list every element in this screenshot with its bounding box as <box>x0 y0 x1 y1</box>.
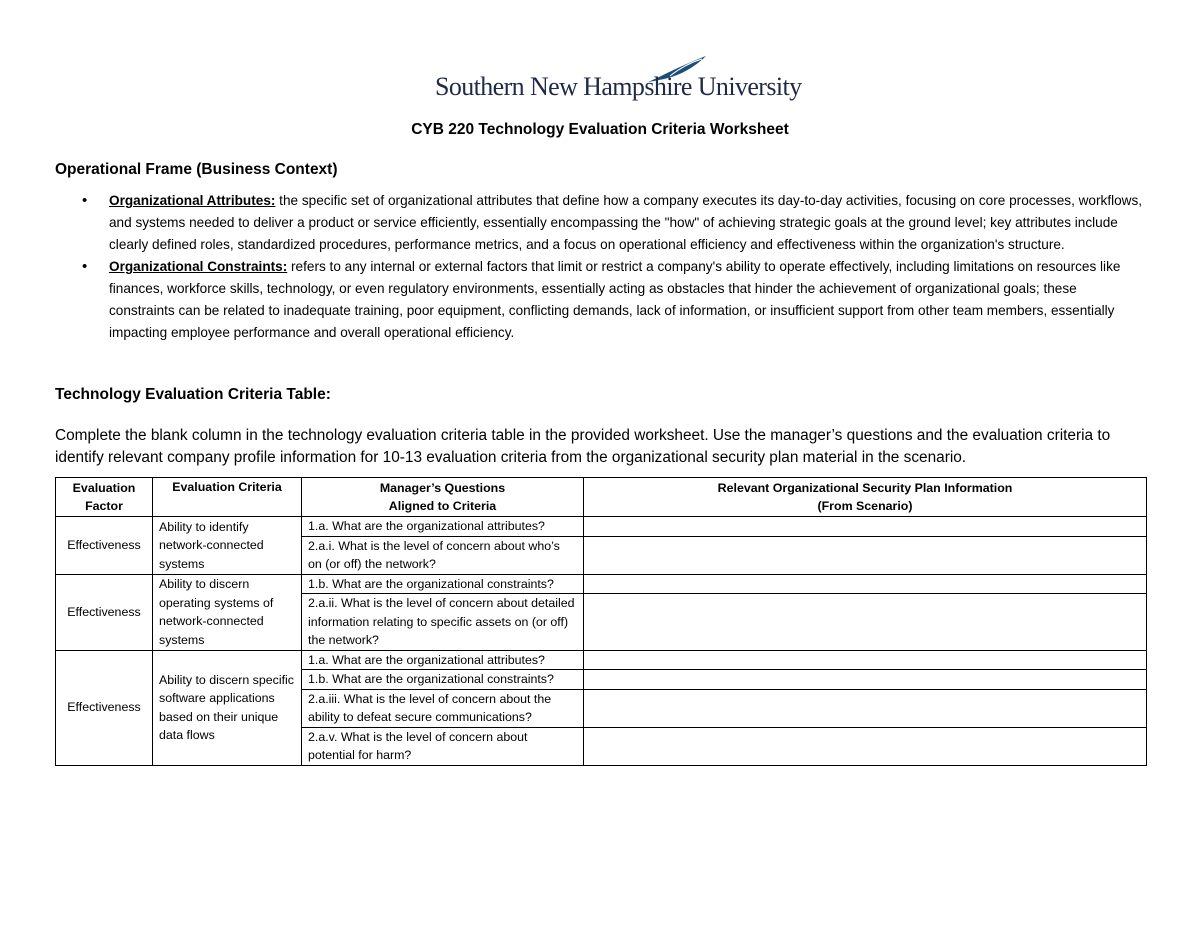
evaluation-criteria-table <box>55 477 1147 766</box>
answer-cell[interactable] <box>584 727 1147 765</box>
answer-cell[interactable] <box>584 517 1147 537</box>
bullet-organizational-constraints <box>82 256 1144 344</box>
bullet-text: the specific set of organizational attributes that define how a company executes its day-to-day activities, focusing on core processes, workflows, and systems needed to deliver a product or service efficiently, essentially encompassing the "how" of achieving strategic goals at the ground level; key attributes include clearly defined roles, standardized procedures, performance metrics, and a focus on operational efficiency and effectiveness within the organization's structure. <box>109 193 1143 252</box>
bullet-organizational-attributes <box>82 190 1144 256</box>
answer-cell[interactable] <box>584 670 1147 690</box>
criteria-cell: Ability to discern specific software applications based on their unique data flows <box>153 650 302 765</box>
definition-list <box>82 190 1144 344</box>
answer-cell[interactable] <box>584 536 1147 574</box>
bullet-term: Organizational Attributes: <box>109 193 276 208</box>
header-evaluation-criteria: Evaluation Criteria <box>153 478 302 517</box>
table-heading: Technology Evaluation Criteria Table: <box>55 386 331 403</box>
page-title: CYB 220 Technology Evaluation Criteria Worksheet <box>411 121 789 138</box>
header-evaluation-factor: Evaluation Factor <box>56 478 153 517</box>
bullet-term: Organizational Constraints: <box>109 259 288 274</box>
table-row <box>56 574 1147 594</box>
question-cell: 2.a.ii. What is the level of concern about detailed information relating to specific assets on (or off) the network? <box>302 594 584 651</box>
question-cell: 2.a.iii. What is the level of concern about the ability to defeat secure communications? <box>302 689 584 727</box>
answer-cell[interactable] <box>584 650 1147 670</box>
header-relevant-information: Relevant Organizational Security Plan Information (From Scenario) <box>584 478 1147 517</box>
question-cell: 1.a. What are the organizational attributes? <box>302 650 584 670</box>
instructions-paragraph: Complete the blank column in the technology evaluation criteria table in the provided worksheet. Use the manager’s questions and the evaluation criteria to identify relevant company profile information for 10-13 evaluation criteria from the organizational security plan material in the scenario. <box>55 427 1111 466</box>
answer-cell[interactable] <box>584 689 1147 727</box>
factor-cell: Effectiveness <box>56 517 153 575</box>
question-cell: 1.b. What are the organizational constraints? <box>302 574 584 594</box>
operational-heading: Operational Frame (Business Context) <box>55 161 338 178</box>
logo-wordmark: Southern New Hampshire University <box>435 72 802 101</box>
question-cell: 1.a. What are the organizational attributes? <box>302 517 584 537</box>
question-cell: 1.b. What are the organizational constraints? <box>302 670 584 690</box>
question-cell: 2.a.v. What is the level of concern about potential for harm? <box>302 727 584 765</box>
answer-cell[interactable] <box>584 594 1147 651</box>
bullet-icon: • <box>82 192 88 209</box>
header-managers-questions: Manager’s Questions Aligned to Criteria <box>302 478 584 517</box>
bullet-icon: • <box>82 258 88 275</box>
factor-cell: Effectiveness <box>56 650 153 765</box>
bullet-text: refers to any internal or external factors that limit or restrict a company's ability to operate effectively, including limitations on resources like finances, workforce skills, technology, or even regulatory environments, essentially acting as obstacles that hinder the achievement of organizational goals; these constraints can be related to inadequate training, poor equipment, conflicting demands, lack of information, or insufficient support from other team members, essentially impacting employee performance and overall operational efficiency. <box>109 259 1121 340</box>
table-row <box>56 517 1147 537</box>
university-logo <box>432 52 802 108</box>
criteria-cell: Ability to identify network-connected systems <box>153 517 302 575</box>
table-row <box>56 650 1147 670</box>
answer-cell[interactable] <box>584 574 1147 594</box>
factor-cell: Effectiveness <box>56 574 153 650</box>
criteria-cell: Ability to discern operating systems of network-connected systems <box>153 574 302 650</box>
question-cell: 2.a.i. What is the level of concern about who’s on (or off) the network? <box>302 536 584 574</box>
table-header-row <box>56 478 1147 517</box>
